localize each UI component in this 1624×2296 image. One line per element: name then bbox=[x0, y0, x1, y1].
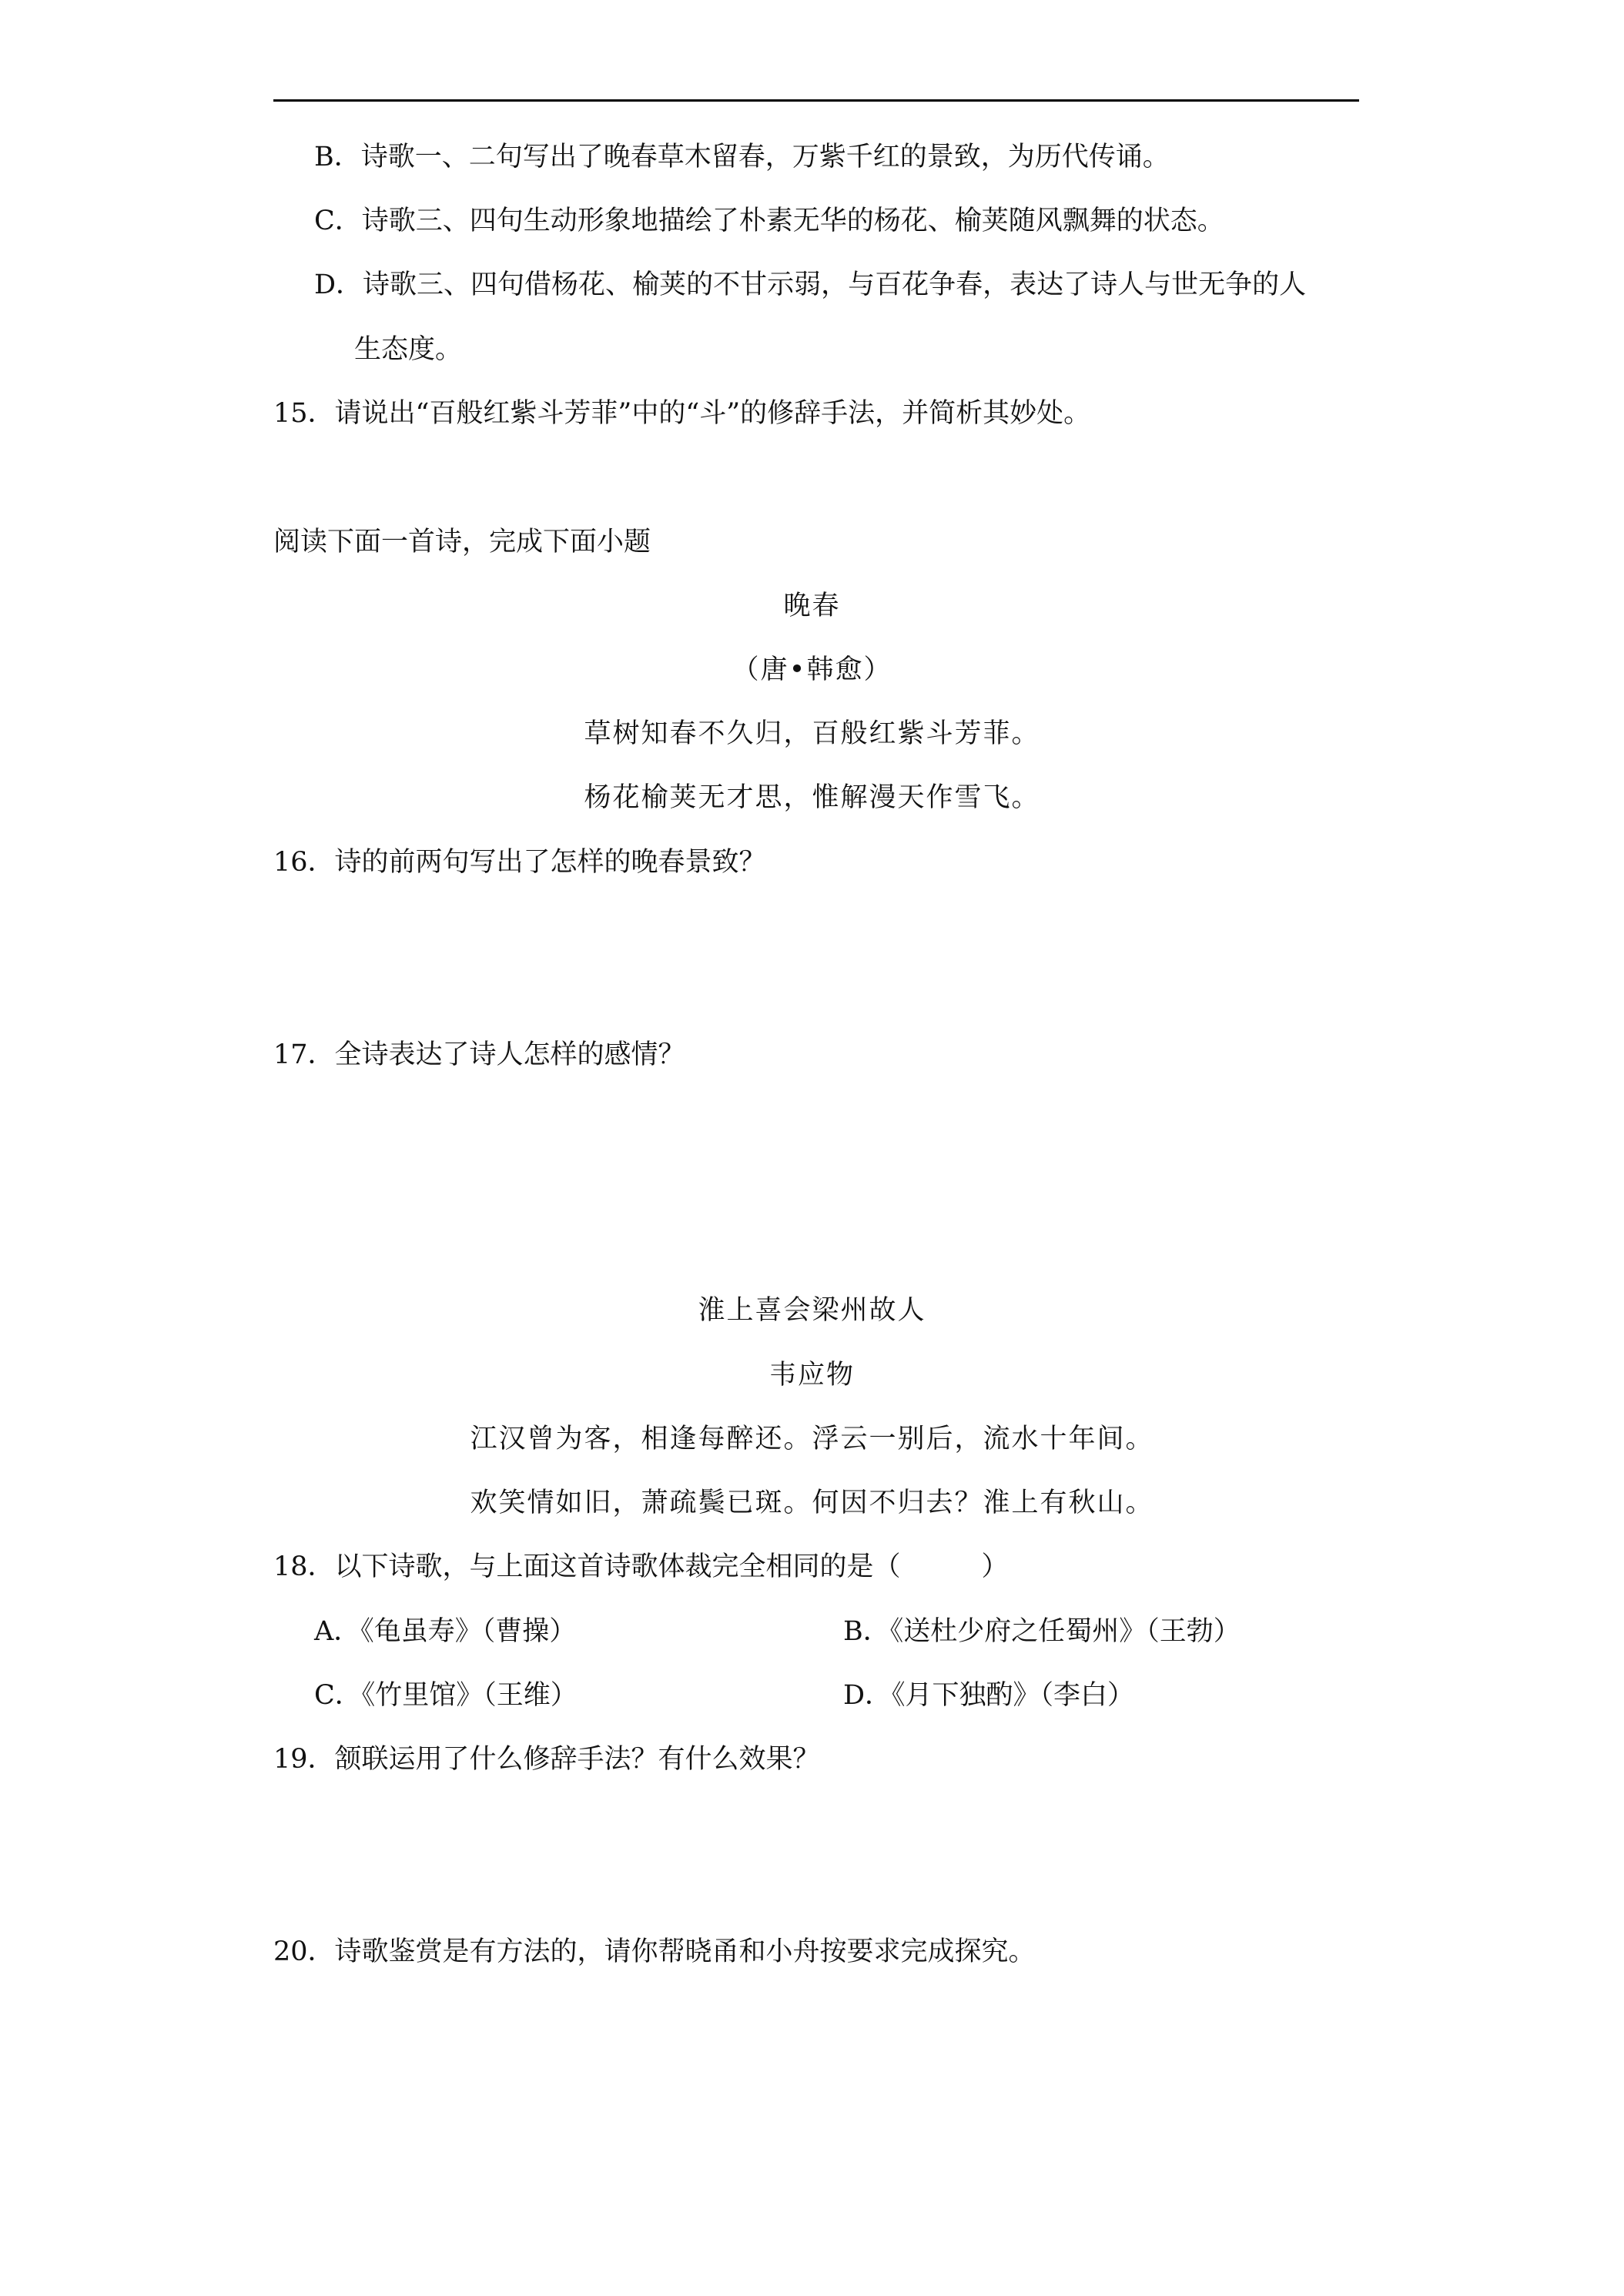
q18-option-a: A．《龟虽寿》（曹操） bbox=[314, 1616, 577, 1647]
question-18: 18．以下诗歌，与上面这首诗歌体裁完全相同的是（ ） bbox=[273, 1551, 1009, 1582]
q14-option-d-line2: 生态度。 bbox=[354, 334, 463, 365]
poem2-title: 淮上喜会梁州故人 bbox=[698, 1295, 926, 1326]
q18-option-c: C．《竹里馆》（王维） bbox=[314, 1680, 578, 1711]
reading-intro: 阅读下面一首诗，完成下面小题 bbox=[273, 527, 651, 557]
q14-option-d-line1: D．诗歌三、四句借杨花、榆荚的不甘示弱，与百花争春，表达了诗人与世无争的人 bbox=[314, 269, 1307, 300]
q18-option-b: B．《送杜少府之任蜀州》（王勃） bbox=[843, 1616, 1241, 1647]
q14-option-b: B．诗歌一、二句写出了晚春草木留春，万紫千红的景致，为历代传诵。 bbox=[314, 142, 1170, 172]
poem1-title: 晚春 bbox=[783, 591, 841, 621]
poem2-author: 韦应物 bbox=[768, 1360, 855, 1391]
question-20: 20．诗歌鉴赏是有方法的，请你帮晓甬和小舟按要求完成探究。 bbox=[273, 1936, 1036, 1967]
poem2-line2: 欢笑情如旧，萧疏鬓已斑。何因不归去？淮上有秋山。 bbox=[470, 1488, 1154, 1518]
header-rule bbox=[273, 99, 1359, 102]
question-17: 17．全诗表达了诗人怎样的感情？ bbox=[273, 1039, 685, 1070]
poem2-line1: 江汉曾为客，相逢每醉还。浮云一别后，流水十年间。 bbox=[470, 1424, 1154, 1454]
poem1-line2: 杨花榆荚无才思，惟解漫天作雪飞。 bbox=[584, 782, 1040, 813]
q14-option-c: C．诗歌三、四句生动形象地描绘了朴素无华的杨花、榆荚随风飘舞的状态。 bbox=[314, 206, 1224, 236]
q18-option-d: D．《月下独酌》（李白） bbox=[843, 1680, 1135, 1711]
poem1-line1: 草树知春不久归，百般红紫斗芳菲。 bbox=[584, 718, 1040, 749]
poem1-author: （唐•韩愈） bbox=[732, 654, 892, 685]
question-15: 15．请说出“百般红紫斗芳菲”中的“斗”的修辞手法，并简析其妙处。 bbox=[273, 398, 1091, 429]
question-19: 19．颔联运用了什么修辞手法？有什么效果？ bbox=[273, 1744, 820, 1775]
question-16: 16．诗的前两句写出了怎样的晚春景致？ bbox=[273, 847, 766, 878]
